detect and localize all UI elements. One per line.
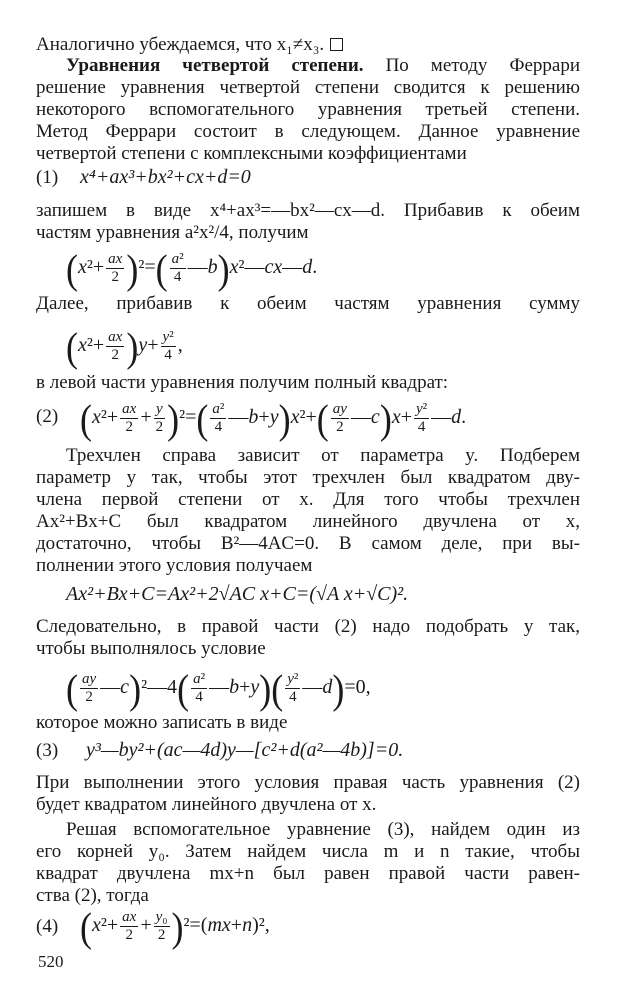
- text-line: Далее, прибавив к обеим частям уравнения сумму: [36, 293, 580, 314]
- text-line: При выполнении этого условия правая часть уравнения (2): [36, 772, 580, 793]
- equation-content: x⁴+ax³+bx²+cx+d=0: [80, 166, 251, 188]
- equation-content: y³—by²+(ac—4d)y—[c²+d(a²—4b)]=0.: [86, 739, 404, 761]
- page-number: 520: [38, 952, 64, 971]
- text-line: чтобы выполнялось условие: [36, 638, 266, 659]
- equation-1: [80, 163, 251, 191]
- text-line: Метод Феррари состоит в следующем. Данное уравнение: [36, 121, 580, 142]
- text-line: Ax²+Bx+C был квадратом линейного двучлена от x,: [36, 511, 580, 532]
- equation-number: (1): [36, 167, 59, 188]
- text-line: решение уравнения четвертой степени сводится к решению: [36, 77, 580, 98]
- text-line: будет квадратом линейного двучлена от x.: [36, 794, 377, 815]
- equation-number: (3): [36, 740, 59, 761]
- text-line: в левой части уравнения получим полный квадрат:: [36, 372, 449, 393]
- text-line: квадрат двучлена mx+n был равен правой части равен-: [36, 863, 580, 884]
- text-line: Решая вспомогательное уравнение (3), найдем один из: [66, 819, 580, 840]
- equation-trinomial-square: [66, 580, 408, 608]
- text-line: Следовательно, в правой части (2) надо подобрать y так,: [36, 616, 580, 637]
- text-line-content: По методу Феррари: [363, 55, 580, 76]
- equation-3: [86, 736, 403, 764]
- text-line: [36, 34, 580, 56]
- text-line: запишем в виде x⁴+ax³=—bx²—cx—d. Прибавив к обеим: [36, 200, 580, 221]
- paragraph-start: [66, 55, 580, 77]
- text-line: Трехчлен справа зависит от параметра y. Подберем: [66, 445, 580, 466]
- text-line: четвертой степени с комплексными коэффициентами: [36, 143, 467, 164]
- equation-added-sum: (x²+ $\frac{ax}{2}$ )y+ $\frac{\text{y²}}{4}$ ,: [66, 323, 183, 370]
- text-line: ства (2), тогда: [36, 885, 149, 906]
- equation-4: (x²+ $\frac{ax}{2}$ + $\frac{\text{y₀}}{2}$ )²=(mx+n)²,: [80, 903, 270, 950]
- text-line: которое можно записать в виде: [36, 712, 288, 733]
- equation-completed-square: (x²+ $\frac{ax}{2}$ )²=( $\frac{\text{a²}}{4}$ —b)x²—cx—d.: [66, 245, 318, 292]
- equation-content: Ax²+Bx+C=Ax²+2√AC x+C=(√A x+√C)².: [66, 583, 409, 605]
- text-line: полнении этого условия получаем: [36, 555, 313, 576]
- equation-number: (2): [36, 406, 59, 427]
- equation-number: (4): [36, 916, 59, 937]
- text-line: его корней y₀. Затем найдем числа m и n такие, чтобы: [36, 841, 580, 862]
- equation-2: (x²+ $\frac{ax}{2}$ + $\frac{y}{2}$ )²=( $\frac{\text{a²}}{4}$ —b+y)x²+( $\frac{ay}{2}$ —c)x+ $\frac{\text{y²}}{4}$ —d.: [80, 395, 467, 442]
- end-of-proof-square-icon: [330, 38, 343, 51]
- text-line: члена первой степени от x. Для того чтобы трехчлен: [36, 489, 580, 510]
- text-line: некоторого вспомогательного уравнения третьей степени.: [36, 99, 580, 120]
- text-line: достаточно, чтобы B²—4AC=0. В самом деле, при вы-: [36, 533, 580, 554]
- text-line-content: Аналогично убеждаемся, что x₁≠x₃.: [36, 34, 325, 55]
- text-line: частям уравнения a²x²/4, получим: [36, 222, 309, 243]
- equation-condition: ( $\frac{ay}{2}$ —c)²—4( $\frac{\text{a²}}{4}$ —b+y)( $\frac{\text{y²}}{4}$ —d)=0,: [66, 665, 371, 712]
- section-heading: Уравнения четвертой степени.: [66, 55, 364, 76]
- text-line: параметр y так, чтобы этот трехчлен был квадратом дву-: [36, 467, 580, 488]
